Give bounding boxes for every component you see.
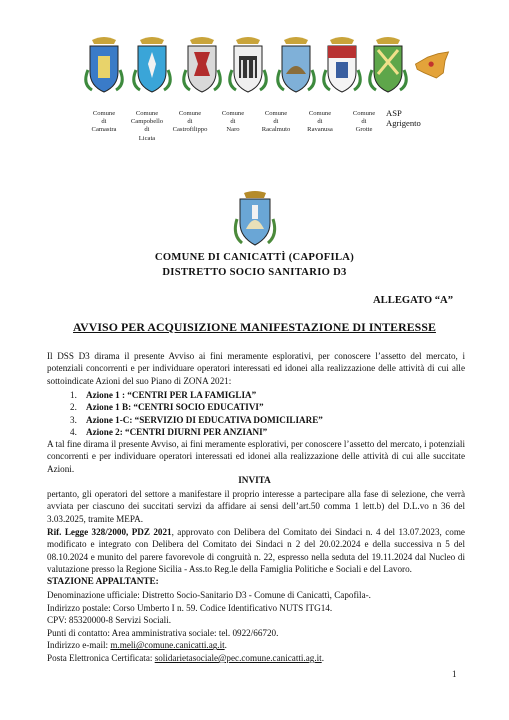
- header-distretto: DISTRETTO SOCIO SANITARIO D3: [162, 267, 347, 278]
- asp-label: ASP Agrigento: [386, 108, 421, 128]
- allegato-label: ALLEGATO “A”: [373, 295, 453, 306]
- document-title: AVVISO PER ACQUISIZIONE MANIFESTAZIONE DI INTERESSE: [73, 320, 436, 334]
- invita-heading: INVITA: [238, 475, 271, 485]
- list-item: [70, 414, 470, 426]
- action-text: Azione 1-C: “SERVIZIO DI EDUCATIVA DOMICILIARE”: [86, 414, 323, 425]
- pertanto-paragraph: pertanto, gli operatori del settore a manifestare il proprio interesse a partecipare alla fase di selezione, che verrà avviata per ciascuno dei succitati servizi da affidare ai sensi dell’art.50 comma 1 lett.b) del D.L.vo n 36 del 3.03.2025, tramite MEPA.: [47, 489, 465, 524]
- email-line: [47, 639, 467, 652]
- municipality-label: Comune di Castrofilippo: [172, 110, 208, 134]
- email-link[interactable]: m.meli@comune.canicatti.ag.it: [110, 640, 225, 651]
- stazione-heading: STAZIONE APPALTANTE:: [47, 576, 159, 586]
- second-paragraph: A tal fine dirama il presente Avviso, ai fini meramente esplorativi, per conoscere l’assetto del mercato, i potenziali concorrenti e per individuare operatori interessati ed idonei alla realizzazione delle attività di cui alle succitate Azioni.: [47, 439, 465, 474]
- municipality-label: Comune di Ravanusa: [307, 110, 333, 134]
- list-number: 2.: [70, 402, 77, 413]
- list-number: 4.: [70, 426, 77, 437]
- stazione-details: [47, 589, 467, 665]
- list-item: [70, 426, 470, 438]
- email-end: .: [224, 640, 227, 651]
- legge-reference: Rif. Legge 328/2000, PDZ 2021: [47, 527, 172, 537]
- sicily-region-icon: [412, 34, 458, 96]
- cpv-line: CPV: 85320000-8 Servizi Sociali.: [47, 615, 172, 626]
- email-label: Indirizzo e-mail:: [47, 640, 111, 651]
- municipality-label: Comune di Camastra: [91, 110, 117, 134]
- pec-line: [47, 652, 467, 665]
- indirizzo-line: Indirizzo postale: Corso Umberto I n. 59. Codice Identificativo NUTS ITG14.: [47, 602, 333, 613]
- pec-end: .: [321, 652, 324, 663]
- camastra-crest-icon: [84, 34, 124, 96]
- action-text: Azione 1 : “CENTRI PER LA FAMIGLIA”: [86, 390, 257, 400]
- ravanusa-crest-icon: [322, 34, 362, 96]
- header-comune: COMUNE DI CANICATTÌ (CAPOFILA): [154, 252, 355, 263]
- municipality-logos: [80, 34, 440, 104]
- list-number: 3.: [70, 414, 77, 425]
- campobello-crest-icon: [132, 34, 172, 96]
- canicatti-crest-icon: [232, 189, 278, 249]
- legge-text: , approvato con Delibera del Comitato dei Sindaci n. 4 del 13.07.2023, come modificato e integrato con Delibera del Comitato dei Sindaci n 2 del 20.02.2024 e della successiva n 5 del 08.10.2024 e munito del parere favorevole di congruità n. 22, espresso nella seduta del 19.11.2024 dal Nucleo di valutazione presso la Regione Sicilia - Ass.to Reg.le della Famiglia Politiche e Sociali e del Lavoro.: [47, 527, 465, 574]
- naro-crest-icon: [228, 34, 268, 96]
- racalmuto-crest-icon: [276, 34, 316, 96]
- contatto-line: Punti di contatto: Area amministrativa sociale: tel. 0922/66720.: [47, 627, 279, 638]
- municipality-label: Comune di Naro: [221, 110, 245, 134]
- list-item: [70, 401, 470, 413]
- municipality-label: Comune di Grotte: [352, 110, 376, 134]
- grotte-crest-icon: [368, 34, 408, 96]
- legge-paragraph: [47, 526, 465, 575]
- municipality-label: Comune Campobello di Licata: [130, 110, 164, 142]
- action-text: Azione 2: “CENTRI DIURNI PER ANZIANI”: [86, 426, 268, 437]
- castrofilippo-crest-icon: [182, 34, 222, 96]
- pec-label: Posta Elettronica Certificata:: [47, 652, 155, 663]
- page-number: 1: [452, 669, 457, 679]
- pec-link[interactable]: solidarietasociale@pec.comune.canicatti.ag.it: [154, 652, 322, 663]
- list-item: [70, 389, 470, 401]
- denominazione-line: Denominazione ufficiale: Distretto Socio-Sanitario D3 - Comune di Canicattì, Capofila-.: [47, 590, 371, 600]
- intro-paragraph: Il DSS D3 dirama il presente Avviso ai fini meramente esplorativi, per conoscere l’assetto del mercato, i potenziali concorrenti e per individuare operatori interessati ed idonei alla realizzazione delle attività di cui alle sottoindicate Azioni del suo Piano di ZONA 2021:: [47, 351, 465, 386]
- actions-list: [70, 389, 470, 438]
- municipality-label: Comune di Racalmuto: [261, 110, 291, 134]
- action-text: Azione 1 B: “CENTRI SOCIO EDUCATIVI”: [86, 402, 264, 413]
- list-number: 1.: [70, 390, 77, 400]
